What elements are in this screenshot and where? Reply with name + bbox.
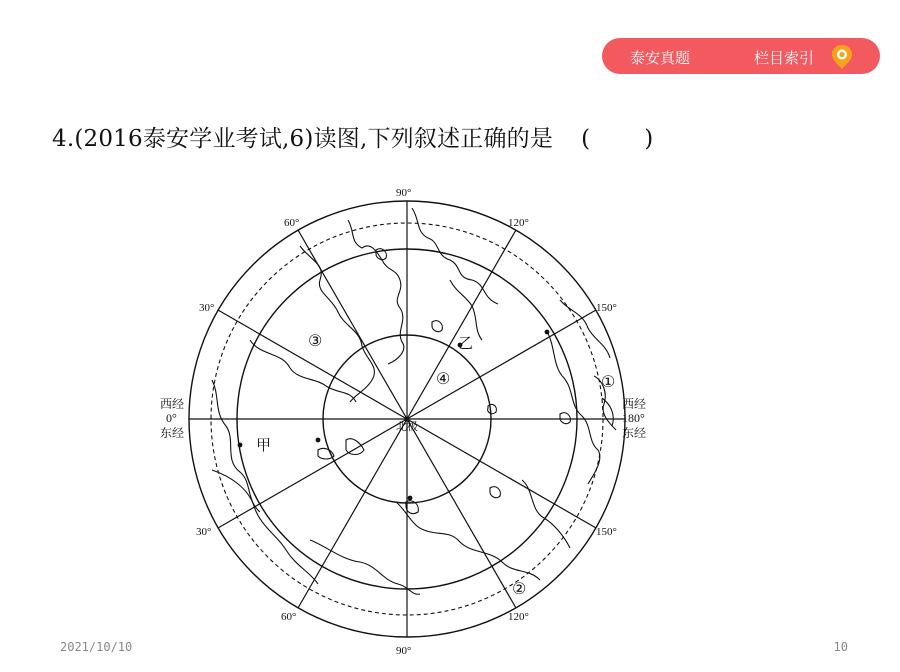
point-yi-label: 乙 [458, 336, 474, 352]
polar-projection-map [150, 180, 670, 660]
point-c-dot [545, 330, 550, 335]
question-stem: 4.(2016泰安学业考试,6)读图,下列叙述正确的是 [52, 126, 554, 152]
north-pole-label: 北极 [396, 421, 418, 433]
point-d-dot [408, 496, 413, 501]
location-pin-icon[interactable] [830, 44, 854, 74]
region-4-label: ④ [436, 371, 451, 388]
point-jia-dot [238, 443, 243, 448]
footer-page-number: 10 [833, 640, 848, 654]
left-west-label: 西经 [160, 397, 185, 411]
label-top-90: 90° [396, 187, 412, 199]
label-60-top: 60° [284, 217, 300, 229]
left-zero-label: 0° [166, 411, 177, 425]
point-jia-label: 甲 [256, 438, 272, 454]
polar-map-figure [150, 180, 670, 664]
label-150-top: 150° [596, 302, 617, 314]
tab-taian-exam[interactable]: 泰安真题 [630, 49, 691, 67]
tab-column-index[interactable]: 栏目索引 [754, 49, 815, 67]
right-east-label: 东经 [622, 426, 647, 440]
region-2-label: ② [512, 581, 527, 598]
footer-date: 2021/10/10 [60, 640, 133, 654]
region-1-label: ① [601, 374, 616, 391]
right-180-label: 180° [622, 411, 645, 425]
label-150-bottom: 150° [596, 526, 617, 538]
label-120-top: 120° [508, 217, 529, 229]
region-3-label: ③ [308, 333, 323, 350]
coastlines [212, 208, 616, 594]
label-30-bottom: 30° [196, 526, 212, 538]
label-30-top: 30° [199, 302, 215, 314]
question-text [52, 120, 653, 153]
nav-bar [602, 38, 880, 74]
left-east-label: 东经 [160, 426, 185, 440]
answer-bracket: ( ) [581, 126, 654, 152]
label-120-bottom: 120° [508, 611, 529, 623]
point-b-dot [316, 438, 321, 443]
label-bottom-90: 90° [396, 645, 412, 657]
right-west-label: 西经 [622, 397, 647, 411]
label-60-bottom: 60° [281, 611, 297, 623]
